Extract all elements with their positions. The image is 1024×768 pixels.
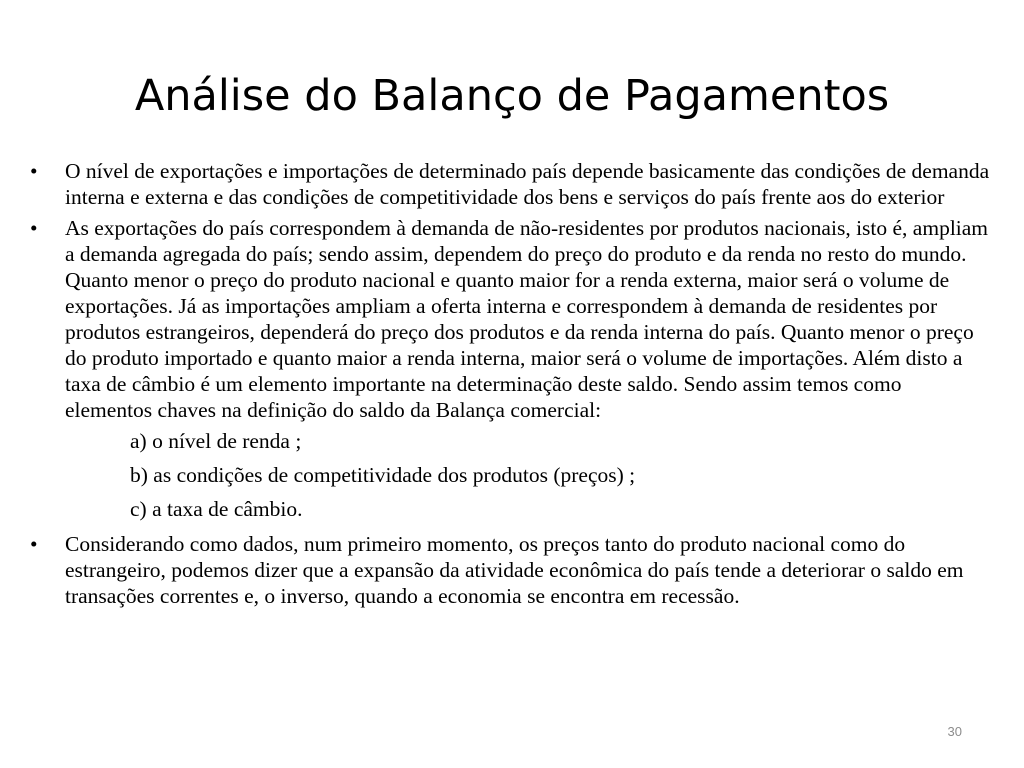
bullet-item: [30, 158, 992, 210]
bullet-text: Considerando como dados, num primeiro momento, os preços tanto do produto nacional como do estrangeiro, podemos dizer que a expansão da atividade econômica do país tende a deteriorar o saldo em transações correntes e, o inverso, quando a economia se encontra em recessão.: [65, 532, 964, 608]
bullet-marker: •: [30, 532, 38, 556]
bullet-text: O nível de exportações e importações de determinado país depende basicamente das condições de demanda interna e externa e das condições de competitividade dos bens e serviços do país frente aos do exterior: [65, 159, 990, 209]
bullet-marker: •: [30, 216, 38, 240]
sub-item: c) a taxa de câmbio.: [130, 497, 303, 521]
page-number: 30: [947, 724, 962, 739]
slide-title: Análise do Balanço de Pagamentos: [134, 71, 890, 121]
bullet-text: As exportações do país correspondem à demanda de não-residentes por produtos nacionais, isto é, ampliam a demanda agregada do país; sendo assim, dependem do preço do produto e da renda no resto do mundo. Quanto menor o preço do produto nacional e quanto maior for a renda externa, maior será o volume de exportações. Já as importações ampliam a oferta interna e correspondem à demanda de residentes por produtos estrangeiros, dependerá do preço dos produtos e da renda interna do país. Quanto menor o preço do produto importado e quanto maior a renda interna, maior será o volume de importações. Além disto a taxa de câmbio é um elemento importante na determinação deste saldo. Sendo assim temos como elementos chaves na definição do saldo da Balança comercial:: [65, 216, 989, 422]
sub-item: b) as condições de competitividade dos produtos (preços) ;: [130, 463, 636, 487]
bullet-item: [30, 531, 992, 609]
bullet-item: [30, 215, 992, 423]
slide-content: [30, 158, 992, 614]
bullet-marker: •: [30, 159, 38, 183]
sub-item: a) o nível de renda ;: [130, 429, 302, 453]
sub-item-list: [30, 428, 992, 522]
